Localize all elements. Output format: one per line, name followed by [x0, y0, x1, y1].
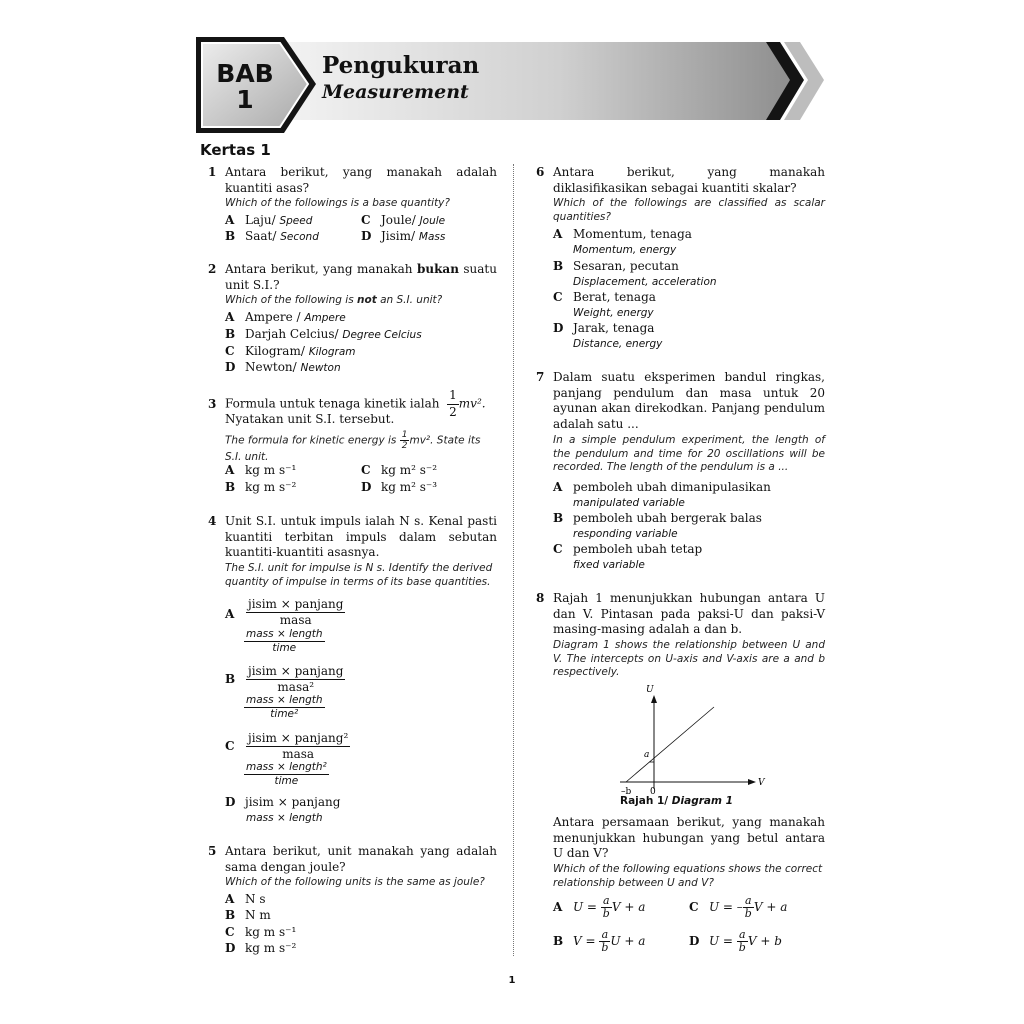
option-d-english: mass × length: [246, 812, 323, 824]
question-text-malay-2: Antara persamaan berikut, yang manakah menunjukkan hubungan yang betul antara U dan V?: [553, 815, 825, 860]
option-a[interactable]: A Ampere / Ampere: [225, 310, 346, 324]
u-axis-label: U: [646, 685, 654, 695]
question-text-malay: Dalam suatu eksperimen bandul ringkas, panjang pendulum dan masa untuk 20 ayunan akan direkodkan. Panjang pendulum adalah satu ...: [553, 370, 825, 431]
option-a-english: Momentum, energy: [573, 244, 677, 256]
chapter-number: 1: [236, 85, 254, 114]
option-c[interactable]: C kg m s⁻¹: [225, 925, 297, 939]
section-title: Kertas 1: [200, 141, 271, 159]
question-text-english: Which of the following units is the same as joule?: [225, 876, 485, 888]
question-number: 7: [536, 370, 545, 384]
chapter-title-english: Measurement: [322, 81, 469, 103]
question-number: 4: [208, 514, 217, 528]
question-text-malay: Formula untuk tenaga kinetik ialah $\frac{1}{2}$ mv².: [225, 388, 486, 419]
option-d[interactable]: D Jisim/ Mass: [361, 229, 446, 243]
option-c[interactable]: C Berat, tenaga: [553, 290, 656, 304]
question-text-malay: Antara berikut, unit manakah yang adalah sama dengan joule?: [225, 844, 497, 874]
question-1: [208, 165, 498, 250]
chapter-title-malay: Pengukuran: [322, 52, 480, 79]
option-c[interactable]: C Joule/ Joule: [361, 213, 446, 227]
option-d[interactable]: D Jarak, tenaga: [553, 321, 655, 335]
question-text-malay: Rajah 1 menunjukkan hubungan antara U dan V. Pintasan pada paksi-U dan paksi-V masing-masing adalah a dan b.: [553, 591, 825, 636]
question-number: 2: [208, 262, 217, 276]
option-c[interactable]: C pemboleh ubah tetap: [553, 542, 703, 556]
question-3: [208, 388, 498, 498]
question-6: [536, 165, 826, 355]
option-c[interactable]: C kg m² s⁻²: [361, 463, 438, 477]
option-b-english: Displacement, acceleration: [573, 276, 717, 288]
option-d[interactable]: D kg m s⁻²: [225, 941, 297, 955]
u-axis-arrow: [651, 695, 657, 703]
option-a[interactable]: A U = $\frac{a}{b}$ V + a: [553, 894, 646, 920]
option-d[interactable]: D kg m² s⁻³: [361, 480, 438, 494]
option-c[interactable]: C Kilogram/ Kilogram: [225, 344, 356, 358]
option-b-english: responding variable: [573, 528, 678, 540]
question-text-english-2: Which of the following equations shows the correct relationship between U and V?: [553, 863, 823, 889]
question-text-malay: Antara berikut, yang manakah adalah kuantiti asas?: [225, 165, 497, 195]
question-text-malay: Unit S.I. untuk impuls ialah N s. Kenal pasti kuantiti terbitan impuls dalam sebutan kuantiti-kuantiti asasnya.: [225, 514, 497, 559]
option-b[interactable]: B pemboleh ubah bergerak balas: [553, 511, 762, 525]
option-a[interactable]: A N s: [225, 892, 266, 906]
origin-label: 0: [650, 787, 656, 795]
option-b[interactable]: B Saat/ Second: [225, 229, 319, 243]
option-c-english: fixed variable: [573, 559, 645, 571]
diagram-caption: Rajah 1/ Diagram 1: [620, 795, 733, 807]
option-a[interactable]: A kg m s⁻¹: [225, 463, 297, 477]
option-a-english: manipulated variable: [573, 497, 685, 509]
option-b[interactable]: B Darjah Celcius/ Degree Celcius: [225, 327, 422, 341]
option-a[interactable]: A pemboleh ubah dimanipulasikan: [553, 480, 771, 494]
question-text-english: Which of the following is not an S.I. unit?: [225, 294, 443, 306]
option-a[interactable]: A Momentum, tenaga: [553, 227, 692, 241]
question-text-english: The formula for kinetic energy is $\frac{1}{2}$ mv². State its S.I. unit.: [225, 430, 481, 463]
graph-line: [626, 707, 714, 782]
question-4: 4 Unit S.I. untuk impuls ialah N s. Kenal pasti kuantiti terbitan impuls dalam sebutan kuantiti-kuantiti asasnya. The S.I. unit for impulse is N s. Identify the derived quantity of impulse in terms of its base quantities. A $\frac{\text{jisim × panjang}}{\text{masa}}$ $\frac{\text{mass × length}}{\text{time}}$ B $\frac{\text{jisim × panjang}}{\text{masa²}}$ $\frac{\text{mass × length}}{\text{time²}}$ C $\frac{\text{jisim × panjang²}}{\text{masa}}$ $\frac{\text{mass × length²}}{\text{time}}$ D jisim × panjang mass × length: [208, 514, 498, 832]
intercept-neg-b-label: –b: [621, 787, 632, 795]
question-text-english: Diagram 1 shows the relationship between U and V. The intercepts on U-axis and V-axis are a and b respectively.: [553, 639, 825, 678]
intercept-a-label: a: [644, 750, 650, 760]
question-number: 8: [536, 591, 545, 605]
question-number: 3: [208, 397, 217, 411]
question-text-english: In a simple pendulum experiment, the length of the pendulum and time for 20 oscillations will be recorded. The length of the pendulum is a ...: [553, 434, 825, 473]
question-number: 6: [536, 165, 545, 179]
diagram-1: [616, 685, 776, 795]
option-d[interactable]: D jisim × panjang: [225, 795, 341, 809]
question-2: [208, 262, 498, 382]
option-d-english: Distance, energy: [573, 338, 663, 350]
question-text-malay-line2: Nyatakan unit S.I. tersebut.: [225, 412, 395, 426]
question-7: [536, 370, 826, 575]
option-c-english: Weight, energy: [573, 307, 654, 319]
banner-graphic: [196, 37, 826, 133]
question-5: [208, 844, 498, 956]
question-number: 5: [208, 844, 217, 858]
page-number: 1: [508, 975, 516, 986]
option-b[interactable]: B N m: [225, 908, 271, 922]
question-text-malay: Antara berikut, yang manakah bukan suatu unit S.I.?: [225, 262, 497, 292]
question-text-english: The S.I. unit for impulse is N s. Identify the derived quantity of impulse in terms of its base quantities.: [225, 562, 493, 588]
chapter-label: BAB: [216, 59, 274, 88]
option-c[interactable]: C U = – $\frac{a}{b}$ V + a: [689, 894, 788, 920]
fraction-half-english: $\frac{1}{2}$: [401, 430, 408, 451]
column-divider: [513, 164, 514, 956]
chapter-banner: [196, 37, 826, 133]
question-number: 1: [208, 165, 217, 179]
fraction-half: $\frac{1}{2}$: [449, 388, 457, 419]
question-8: [536, 591, 826, 961]
v-axis-arrow: [748, 779, 756, 785]
option-d[interactable]: D U = $\frac{a}{b}$ V + b: [689, 928, 782, 954]
option-d[interactable]: D Newton/ Newton: [225, 360, 341, 374]
option-b[interactable]: B kg m s⁻²: [225, 480, 297, 494]
question-text-english: Which of the followings are classified as scalar quantities?: [553, 197, 825, 223]
option-b[interactable]: B Sesaran, pecutan: [553, 259, 679, 273]
question-text-malay: Antara berikut, yang manakah diklasifikasikan sebagai kuantiti skalar?: [553, 165, 825, 195]
option-b[interactable]: B V = $\frac{a}{b}$ U + a: [553, 928, 646, 954]
question-text-english: Which of the followings is a base quantity?: [225, 197, 450, 209]
option-a[interactable]: A Laju/ Speed: [225, 213, 313, 227]
v-axis-label: V: [758, 778, 765, 788]
